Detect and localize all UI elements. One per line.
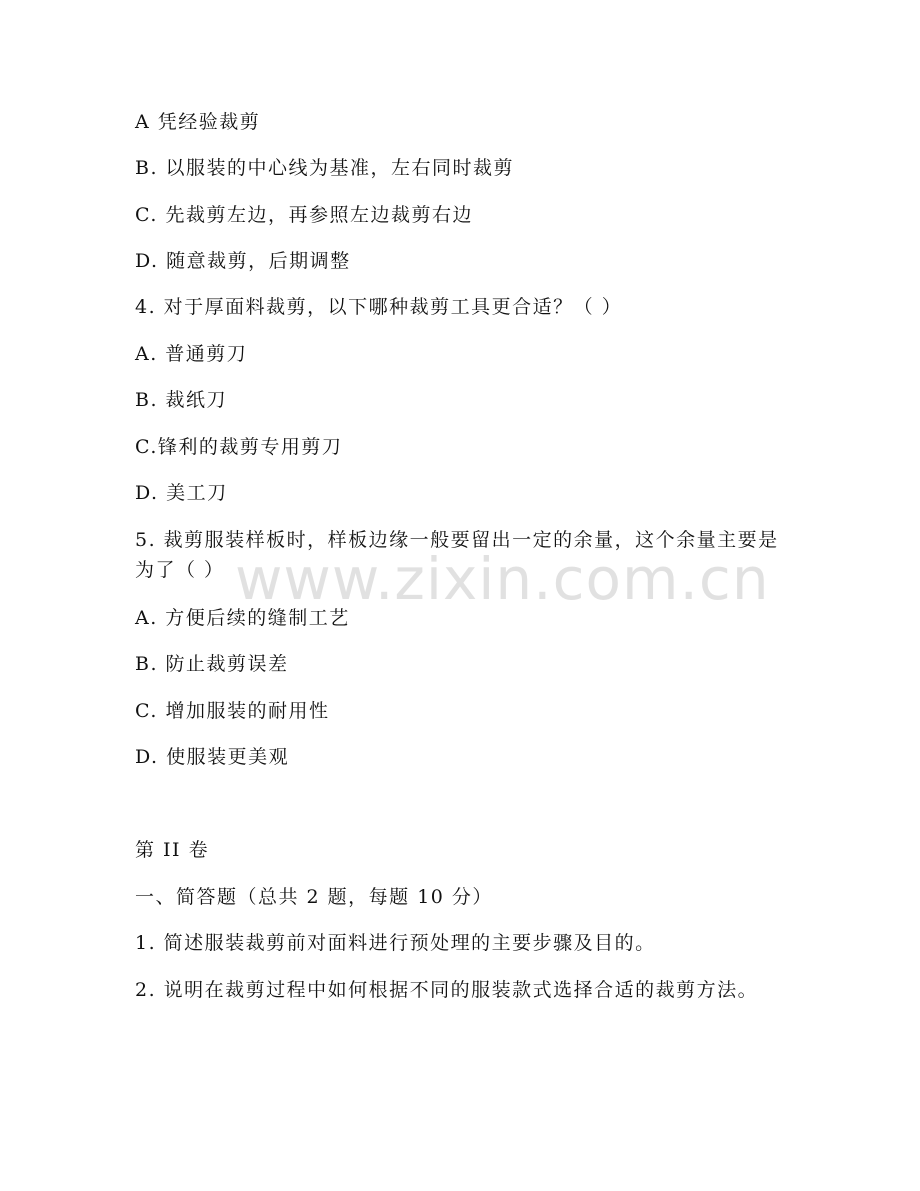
q5-option-a: A. 方便后续的缝制工艺 bbox=[135, 607, 350, 629]
q5-option-c: C. 增加服装的耐用性 bbox=[135, 700, 330, 722]
q3-option-d: D. 随意裁剪，后期调整 bbox=[135, 250, 351, 272]
short-answer-item: 1. 简述服装裁剪前对面料进行预处理的主要步骤及目的。 bbox=[135, 932, 656, 954]
q4-option-c: C.锋利的裁剪专用剪刀 bbox=[135, 436, 343, 458]
q3-option-b: B. 以服装的中心线为基准，左右同时裁剪 bbox=[135, 157, 515, 179]
q4-option-d: D. 美工刀 bbox=[135, 482, 228, 504]
q4-stem: 4. 对于厚面料裁剪，以下哪种裁剪工具更合适？（ ） bbox=[135, 296, 623, 318]
q3-option-a: A 凭经验裁剪 bbox=[135, 111, 261, 133]
q5-stem: 5. 裁剪服装样板时，样板边缘一般要留出一定的余量，这个余量主要是为了（ ） bbox=[135, 529, 779, 581]
q5-option-b: B. 防止裁剪误差 bbox=[135, 653, 289, 675]
section-title: 第 II 卷 bbox=[135, 839, 210, 861]
q5-option-d: D. 使服装更美观 bbox=[135, 746, 290, 768]
q4-option-b: B. 裁纸刀 bbox=[135, 389, 228, 411]
section-heading: 一、简答题（总共 2 题，每题 10 分） bbox=[135, 886, 493, 908]
short-answer-item: 2. 说明在裁剪过程中如何根据不同的服装款式选择合适的裁剪方法。 bbox=[135, 979, 759, 1001]
watermark: www.zixin.com.cn bbox=[235, 545, 770, 613]
q4-option-a: A. 普通剪刀 bbox=[135, 343, 248, 365]
q3-option-c: C. 先裁剪左边，再参照左边裁剪右边 bbox=[135, 204, 473, 226]
